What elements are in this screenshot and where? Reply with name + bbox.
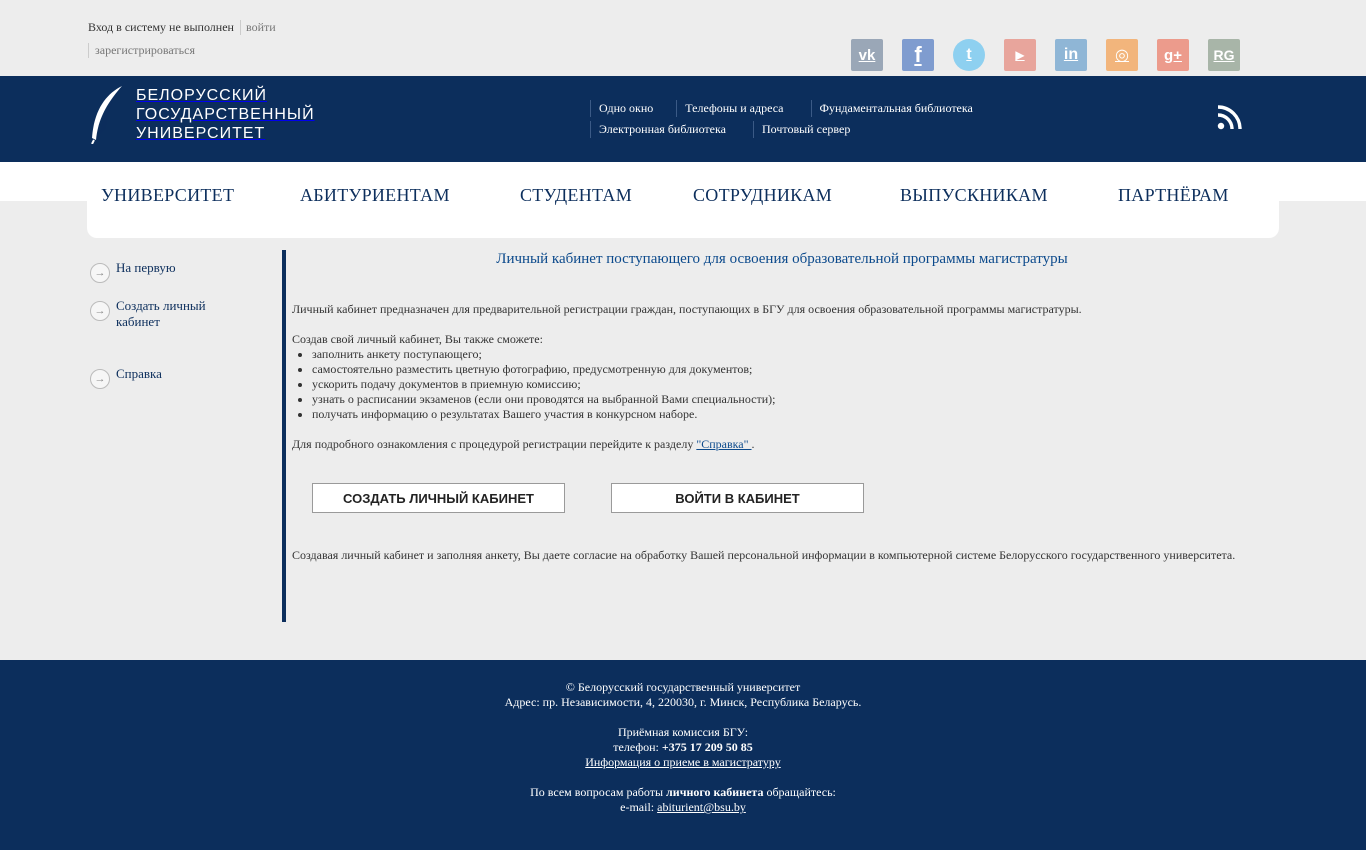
sidebar-item-create-account[interactable] [88,298,238,330]
logo-line: БЕЛОРУССКИЙ [136,86,268,104]
logo-line: ГОСУДАРСТВЕННЫЙ [136,105,315,123]
researchgate-icon[interactable]: RG [1208,39,1240,71]
link-mail-server[interactable]: Почтовый сервер [753,121,859,138]
nav-partners[interactable]: ПАРТНЁРАМ [1118,185,1229,205]
help-link[interactable]: "Справка" [696,437,752,451]
login-status: Вход в систему не выполнен [88,20,241,35]
youtube-icon[interactable]: ▶ [1004,39,1036,71]
facebook-icon[interactable]: f [902,39,934,71]
instagram-icon[interactable]: ◎ [1106,39,1138,71]
login-account-button[interactable]: ВОЙТИ В КАБИНЕТ [611,483,864,513]
questions-prefix: По всем вопросам работы [530,785,667,799]
phone-label: телефон: [613,740,662,754]
email-label: e-mail: [620,800,658,814]
link-electronic-library[interactable]: Электронная библиотека [590,121,753,138]
sidebar [88,250,283,404]
commission-label: Приёмная комиссия БГУ: [617,725,749,739]
intro-text: Личный кабинет предназначен для предварительной регистрации граждан, поступающих в БГУ для освоения образовательной программы магистратуры. [292,302,1082,316]
phone-line [0,740,1366,755]
logo-line: УНИВЕРСИТЕТ [136,124,266,142]
feather-icon [88,84,128,144]
details-prefix: Для подробного ознакомления с процедурой регистрации перейдите к разделу [292,437,697,451]
sidebar-item-label: Справка [116,366,162,381]
list-item: • заполнить анкету поступающего; [312,347,1272,362]
sidebar-item-home[interactable] [88,260,283,283]
address: Адрес: пр. Независимости, 4, 220030, г. Минск, Республика Беларусь. [504,695,862,709]
page-title: Личный кабинет поступающего для освоения образовательной программы магистратуры [496,251,1068,267]
rss-icon[interactable] [1217,104,1243,130]
footer-gap [0,770,1366,785]
top-bar [0,0,1366,76]
twitter-icon[interactable]: t [953,39,985,71]
nav-university[interactable]: УНИВЕРСИТЕТ [101,185,235,205]
list-item: • ускорить подачу документов в приемную комиссию; [312,377,1272,392]
logo-text [136,86,315,143]
questions-bold: личного кабинета [666,785,764,799]
content-divider [282,250,286,622]
register-link[interactable]: зарегистрироваться [88,43,195,58]
features-list [312,347,1272,422]
arrow-right-icon: → [90,369,110,389]
main-content [292,250,1272,562]
nav-graduates[interactable]: ВЫПУСКНИКАМ [900,185,1048,205]
google-plus-icon[interactable]: g+ [1157,39,1189,71]
sidebar-gap [88,345,283,366]
consent-text: Создавая личный кабинет и заполняя анкету, Вы даете согласие на обработку Вашей персональной информации в компьютерной системе Белорусского государственного университета. [292,548,1236,562]
site-footer [0,660,1366,850]
nav-students[interactable]: СТУДЕНТАМ [520,185,633,205]
link-phones-addresses[interactable]: Телефоны и адреса [676,100,810,117]
details-suffix: . [751,437,755,451]
linkedin-icon[interactable]: in [1055,39,1087,71]
sidebar-item-help[interactable] [88,366,283,389]
link-one-window[interactable]: Одно окно [590,100,676,117]
features-intro: Создав свой личный кабинет, Вы также сможете: [292,332,543,346]
social-links [851,39,1240,71]
sidebar-item-label: На первую [116,260,176,275]
details-text [292,437,1272,452]
questions-line [0,785,1366,800]
list-item: • получать информацию о результатах Вашего участия в конкурсном наборе. [312,407,1272,422]
link-fundamental-library[interactable]: Фундаментальная библиотека [811,100,982,117]
nav-applicants[interactable]: АБИТУРИЕНТАМ [300,185,450,205]
list-item: • узнать о расписании экзаменов (если они проводятся на выбранной Вами специальности); [312,392,1272,407]
vk-icon[interactable]: vk [851,39,883,71]
main-nav [87,162,1279,238]
masters-info-link[interactable]: Информация о приеме в магистратуру [585,755,781,769]
copyright: © Белорусский государственный университет [565,680,801,694]
login-link[interactable]: войти [246,20,276,34]
email-link[interactable]: abiturient@bsu.by [657,800,746,814]
phone-number: +375 17 209 50 85 [661,740,753,754]
list-item: • самостоятельно разместить цветную фотографию, предусмотренную для документов; [312,362,1272,377]
header-links [590,98,982,140]
site-header [0,76,1366,162]
arrow-right-icon: → [90,263,110,283]
create-account-button[interactable]: СОЗДАТЬ ЛИЧНЫЙ КАБИНЕТ [312,483,565,513]
arrow-right-icon: → [90,301,110,321]
footer-info [0,660,1366,815]
footer-gap [0,710,1366,725]
university-logo[interactable] [88,84,315,144]
email-line [0,800,1366,815]
nav-staff[interactable]: СОТРУДНИКАМ [693,185,833,205]
questions-suffix: обращайтесь: [763,785,836,799]
sidebar-item-label: Создать личный кабинет [116,298,206,329]
